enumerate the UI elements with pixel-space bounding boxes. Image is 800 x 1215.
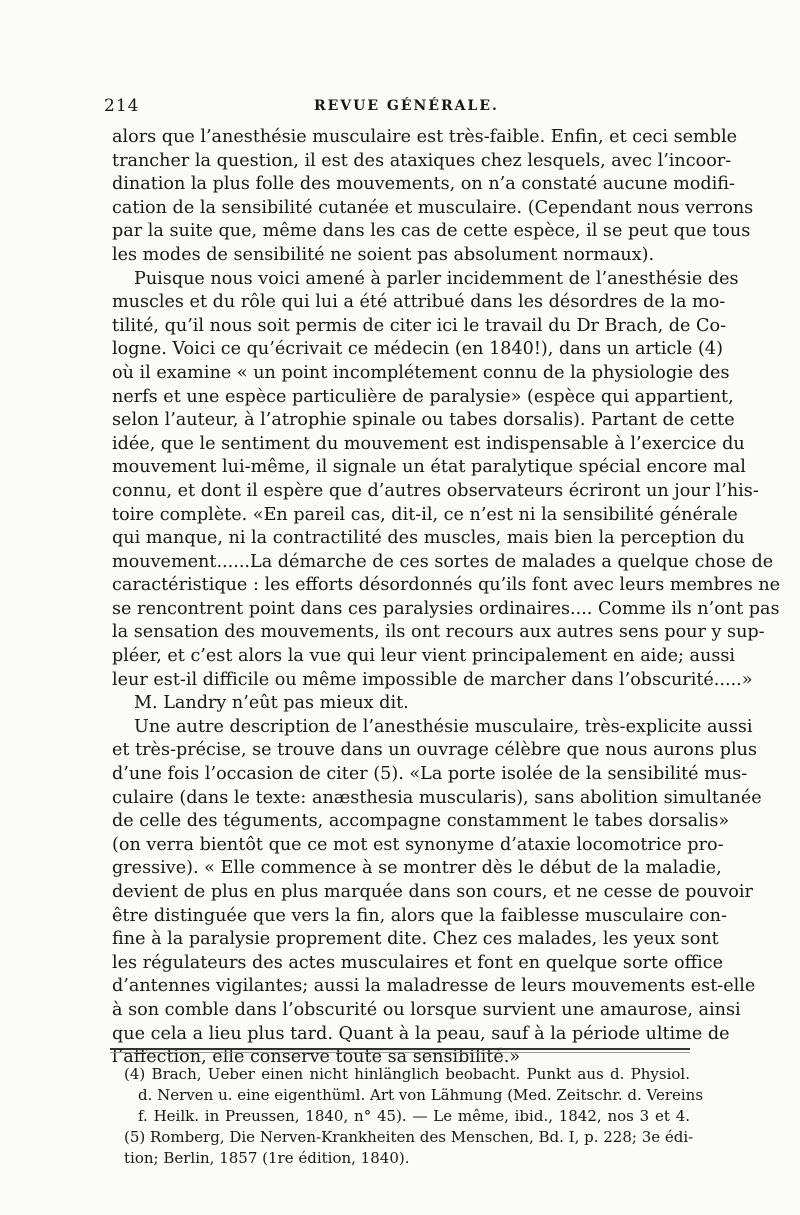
text-line: Une autre description de l’anesthésie musculaire, très-explicite aussi — [134, 716, 753, 737]
footnotes — [124, 1064, 704, 1169]
text-line: leur est-il difficile ou même impossible de marcher dans l’obscurité.....» — [112, 669, 753, 690]
text-line: devient de plus en plus marquée dans son cours, et ne cesse de pouvoir — [112, 882, 753, 902]
text-line: tilité, qu’il nous soit permis de citer ici le travail du Dr Brach, de Co- — [112, 315, 727, 336]
text-line: culaire (dans le texte: anæsthesia muscularis), sans abolition simultanée — [112, 787, 762, 808]
text-line: de celle des téguments, accompagne constamment le tabes dorsalis» — [112, 811, 730, 832]
text-line: selon l’auteur, à l’atrophie spinale ou tabes dorsalis). Partant de cette — [112, 410, 735, 431]
footnote-line: (5) Romberg, Die Nerven-Krankheiten des Menschen, Bd. I, p. 228; 3e édi- — [124, 1128, 694, 1146]
text-line: logne. Voici ce qu’écrivait ce médecin (en 1840!), dans un article (4) — [112, 339, 723, 360]
text-line: mouvement......La démarche de ces sortes de malades a quelque chose de — [112, 551, 774, 572]
footnote-rule — [110, 1048, 690, 1050]
text-line: pléer, et c’est alors la vue qui leur vient principalement en aide; aussi — [112, 646, 736, 667]
text-line: M. Landry n’eût pas mieux dit. — [134, 693, 409, 714]
text-line: (on verra bientôt que ce mot est synonyme d’ataxie locomotrice pro- — [112, 834, 724, 855]
footnote-rule-thin — [110, 1052, 690, 1053]
text-line: à son comble dans l’obscurité ou lorsque survient une amaurose, ainsi — [112, 999, 741, 1020]
footnote-line: (4) Brach, Ueber einen nicht hinlänglich beobacht. Punkt aus d. Physiol. — [124, 1065, 690, 1083]
text-line: idée, que le sentiment du mouvement est indispensable à l’exercice du — [112, 433, 745, 454]
text-line: fine à la paralysie proprement dite. Chez ces malades, les yeux sont — [112, 929, 719, 950]
text-line: d’une fois l’occasion de citer (5). «La porte isolée de la sensibilité mus- — [112, 764, 748, 785]
text-line: toire complète. «En pareil cas, dit-il, ce n’est ni la sensibilité générale — [112, 504, 738, 525]
text-line: se rencontrent point dans ces paralysies ordinaires.... Comme ils n’ont pas — [112, 598, 780, 619]
text-line: où il examine « un point incomplétement connu de la physiologie des — [112, 362, 730, 383]
text-line: les régulateurs des actes musculaires et font en quelque sorte office — [112, 952, 724, 973]
text-line: la sensation des mouvements, ils ont recours aux autres sens pour y sup- — [112, 622, 765, 643]
text-line: nerfs et une espèce particulière de paralysie» (espèce qui appartient, — [112, 386, 734, 407]
footnote-line: tion; Berlin, 1857 (1re édition, 1840). — [124, 1149, 410, 1167]
text-line: être distinguée que vers la fin, alors que la faiblesse musculaire con- — [112, 905, 727, 926]
text-line: que cela a lieu plus tard. Quant à la peau, sauf à la période ultime de — [112, 1023, 730, 1044]
text-line: cation de la sensibilité cutanée et musculaire. (Cependant nous verrons — [112, 197, 754, 218]
text-line: mouvement lui-même, il signale un état paralytique spécial encore mal — [112, 457, 746, 478]
text-line: qui manque, ni la contractilité des muscles, mais bien la perception du — [112, 528, 745, 549]
text-line: Puisque nous voici amené à parler incidemment de l’anesthésie des — [134, 268, 739, 289]
text-line: alors que l’anesthésie musculaire est très-faible. Enfin, et ceci semble — [112, 127, 738, 147]
footnote-line: d. Nerven u. eine eigenthüml. Art von Lähmung (Med. Zeitschr. d. Vereins — [138, 1086, 704, 1104]
running-title: REVUE GÉNÉRALE. — [314, 98, 499, 114]
text-line: l’affection, elle conserve toute sa sensibilité.» — [112, 1047, 521, 1068]
page-number: 214 — [104, 96, 140, 116]
text-line: d’antennes vigilantes; aussi la maladresse de leurs mouvements est-elle — [112, 976, 756, 997]
text-line: connu, et dont il espère que d’autres observateurs écriront un jour l’his- — [112, 480, 759, 501]
body-text — [112, 126, 781, 1070]
text-line: caractéristique : les efforts désordonnés qu’ils font avec leurs membres ne — [112, 575, 781, 596]
text-line: muscles et du rôle qui lui a été attribué dans les désordres de la mo- — [112, 292, 726, 313]
footnote-line: f. Heilk. in Preussen, 1840, n° 45). — Le même, ibid., 1842, nos 3 et 4. — [138, 1107, 690, 1125]
text-line: par la suite que, même dans les cas de cette espèce, il se peut que tous — [112, 221, 751, 242]
text-line: et très-précise, se trouve dans un ouvrage célèbre que nous aurons plus — [112, 740, 757, 761]
text-line: dination la plus folle des mouvements, on n’a constaté aucune modifi- — [112, 174, 735, 195]
text-line: gressive). « Elle commence à se montrer dès le début de la maladie, — [112, 858, 722, 879]
text-line: les modes de sensibilité ne soient pas absolument normaux). — [112, 244, 655, 265]
text-line: trancher la question, il est des ataxiques chez lesquels, avec l’incoor- — [112, 150, 732, 171]
